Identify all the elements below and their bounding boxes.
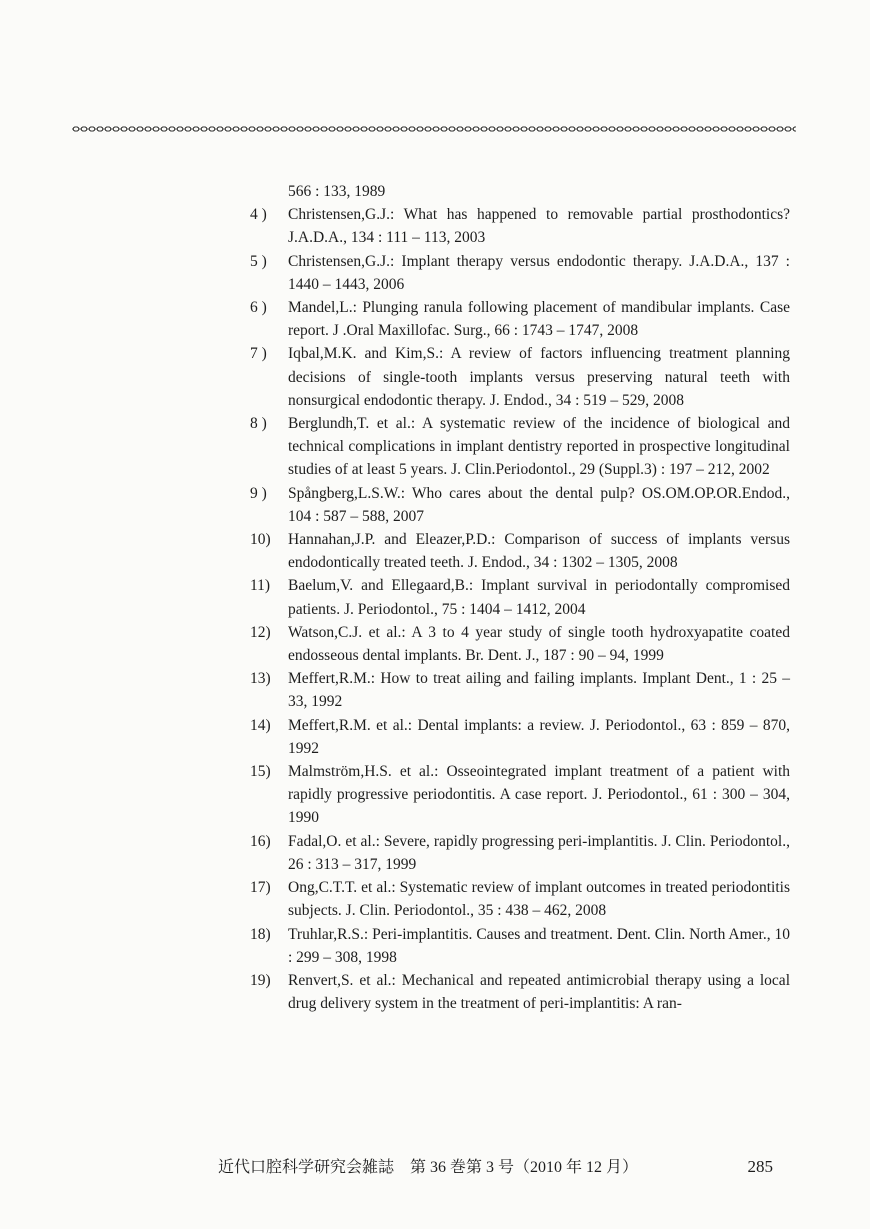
reference-text: Baelum,V. and Ellegaard,B.: Implant survival in periodontally compromised patients. J. Periodontol., 75 : 1404 – 1412, 2004 <box>288 577 790 618</box>
reference-item <box>250 250 790 296</box>
reference-number: 6 ) <box>250 299 267 317</box>
reference-text: Spångberg,L.S.W.: Who cares about the dental pulp? OS.OM.OP.OR.Endod., 104 : 587 – 588, 2007 <box>288 484 790 525</box>
reference-number: 19) <box>250 971 271 989</box>
reference-number: 11) <box>250 577 271 595</box>
reference-number: 8 ) <box>250 415 267 433</box>
reference-number: 12) <box>250 623 271 641</box>
reference-number: 10) <box>250 531 271 549</box>
reference-text: Hannahan,J.P. and Eleazer,P.D.: Comparison of success of implants versus endodontically treated teeth. J. Endod., 34 : 1302 – 1305, 2008 <box>288 531 790 572</box>
reference-text: Fadal,O. et al.: Severe, rapidly progressing peri-implantitis. J. Clin. Periodontol., 26 : 313 – 317, 1999 <box>288 832 790 873</box>
reference-text: Renvert,S. et al.: Mechanical and repeated antimicrobial therapy using a local drug delivery system in the treatment of peri-implantitis: A ran- <box>288 971 790 1013</box>
reference-continuation: 566 : 133, 1989 <box>288 183 386 200</box>
reference-item <box>250 714 790 760</box>
reference-text: Meffert,R.M.: How to treat ailing and failing implants. Implant Dent., 1 : 25 – 33, 1992 <box>288 670 790 711</box>
reference-number: 15) <box>250 763 271 781</box>
reference-item <box>250 412 790 482</box>
reference-item <box>250 923 790 969</box>
reference-item <box>250 621 790 667</box>
reference-item <box>250 528 790 574</box>
reference-item <box>250 969 790 1015</box>
reference-number: 9 ) <box>250 484 267 502</box>
reference-item <box>250 830 790 876</box>
reference-item <box>250 342 790 412</box>
reference-item <box>250 296 790 342</box>
reference-text: Mandel,L.: Plunging ranula following placement of mandibular implants. Case report. J .Oral Maxillofac. Surg., 66 : 1743 – 1747, 2008 <box>288 299 790 340</box>
reference-text: Meffert,R.M. et al.: Dental implants: a review. J. Periodontol., 63 : 859 – 870, 1992 <box>288 716 790 757</box>
reference-item <box>250 482 790 528</box>
reference-item <box>250 203 790 249</box>
reference-text: Christensen,G.J.: What has happened to removable partial prosthodontics? J.A.D.A., 134 : 111 – 113, 2003 <box>288 206 790 247</box>
reference-number: 13) <box>250 670 271 688</box>
reference-text: Truhlar,R.S.: Peri-implantitis. Causes and treatment. Dent. Clin. North Amer., 10 : 299 – 308, 1998 <box>288 925 790 966</box>
reference-number: 18) <box>250 925 271 943</box>
reference-text: Malmström,H.S. et al.: Osseointegrated implant treatment of a patient with rapidly progressive periodontitis. A case report. J. Periodontol., 61 : 300 – 304, 1990 <box>288 763 790 827</box>
reference-text: Berglundh,T. et al.: A systematic review of the incidence of biological and technical complications in implant dentistry reported in prospective longitudinal studies of at least 5 years. J. Clin.Periodontol., 29 (Suppl.3) : 197 – 212, 2002 <box>288 415 790 479</box>
reference-list <box>250 180 790 1015</box>
page-footer <box>218 1154 773 1177</box>
reference-text: Iqbal,M.K. and Kim,S.: A review of factors influencing treatment planning decisions of single-tooth implants versus preserving natural teeth with nonsurgical endodontic therapy. J. Endod., 34 : 519 – 529, 2008 <box>288 345 790 409</box>
reference-text: Ong,C.T.T. et al.: Systematic review of implant outcomes in treated periodontitis subjects. J. Clin. Periodontol., 35 : 438 – 462, 2008 <box>288 879 790 920</box>
reference-number: 5 ) <box>250 252 267 270</box>
reference-text: Watson,C.J. et al.: A 3 to 4 year study of single tooth hydroxyapatite coated endosseous dental implants. Br. Dent. J., 187 : 90 – 94, 1999 <box>288 623 790 665</box>
journal-citation: 近代口腔科学研究会雑誌 第 36 巻第 3 号（2010 年 12 月） <box>218 1159 639 1176</box>
reference-number: 17) <box>250 879 271 897</box>
reference-number: 4 ) <box>250 206 267 224</box>
reference-number: 7 ) <box>250 345 267 363</box>
page-number: 285 <box>747 1157 773 1176</box>
reference-text: Christensen,G.J.: Implant therapy versus endodontic therapy. J.A.D.A., 137 : 1440 – 1443, 2006 <box>288 252 790 293</box>
reference-item <box>250 876 790 922</box>
reference-item <box>250 667 790 713</box>
decorative-chain-border <box>72 124 796 134</box>
reference-number: 14) <box>250 716 271 734</box>
reference-number: 16) <box>250 832 271 850</box>
reference-item <box>250 760 790 830</box>
reference-item <box>250 574 790 620</box>
